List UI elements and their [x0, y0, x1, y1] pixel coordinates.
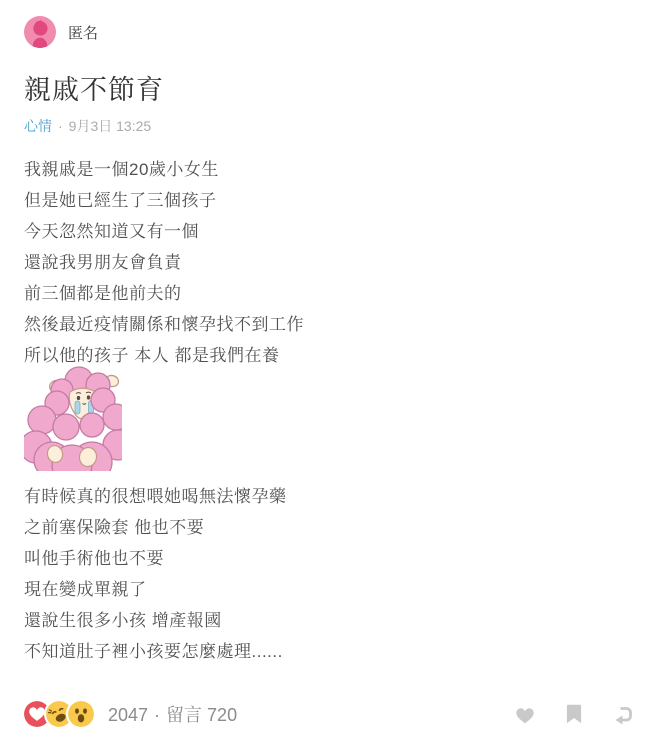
body-line: 現在變成單親了 [24, 580, 147, 599]
body-line: 有時候真的很想喂她喝無法懷孕藥 [24, 487, 287, 506]
timestamp: 9月3日 13:25 [68, 118, 152, 134]
body-line: 但是她已經生了三個孩子 [24, 191, 217, 210]
body-line: 我親戚是一個20歲小女生 [24, 160, 219, 179]
body-line: 所以他的孩子 本人 都是我們在養 [24, 346, 280, 365]
body-line: 前三個都是他前夫的 [24, 284, 182, 303]
share-icon [611, 702, 635, 726]
body-line: 之前塞保險套 他也不要 [24, 518, 205, 537]
category-link[interactable]: 心情 [24, 118, 52, 134]
reaction-and-comment-counts[interactable] [108, 701, 237, 727]
bookmark-icon [562, 702, 586, 726]
share-button[interactable] [611, 702, 635, 726]
body-line: 還說我男朋友會負責 [24, 253, 182, 272]
surprised-reaction-icon[interactable] [68, 701, 94, 727]
comment-count[interactable]: 留言 720 [166, 705, 238, 725]
anonymous-avatar [24, 16, 56, 48]
author-name: 匿名 [68, 24, 99, 42]
post-meta [24, 116, 647, 136]
body-line: 不知道肚子裡小孩要怎麼處理...... [24, 642, 283, 661]
bookmark-button[interactable] [562, 702, 586, 726]
anonymous-person-icon [24, 16, 56, 48]
post-footer [24, 701, 647, 727]
body-line: 叫他手術他也不要 [24, 549, 164, 568]
like-button[interactable] [513, 702, 537, 726]
body-line: 今天忽然知道又有一個 [24, 222, 199, 241]
crying-pink-sheep-image [24, 365, 122, 471]
action-buttons [513, 702, 635, 726]
reaction-count[interactable]: 2047 [108, 705, 149, 725]
meta-separator: · [58, 118, 63, 134]
post-body [24, 154, 647, 667]
body-line: 還說生很多小孩 增產報國 [24, 611, 222, 630]
post-header [24, 14, 647, 50]
crying-pink-sheep-sticker [24, 365, 122, 471]
count-separator: · [154, 705, 161, 725]
body-line: 然後最近疫情關係和懷孕找不到工作 [24, 315, 304, 334]
like-heart-icon [513, 702, 537, 726]
reactions-summary[interactable] [24, 701, 237, 727]
post-title: 親戚不節育 [24, 75, 164, 105]
